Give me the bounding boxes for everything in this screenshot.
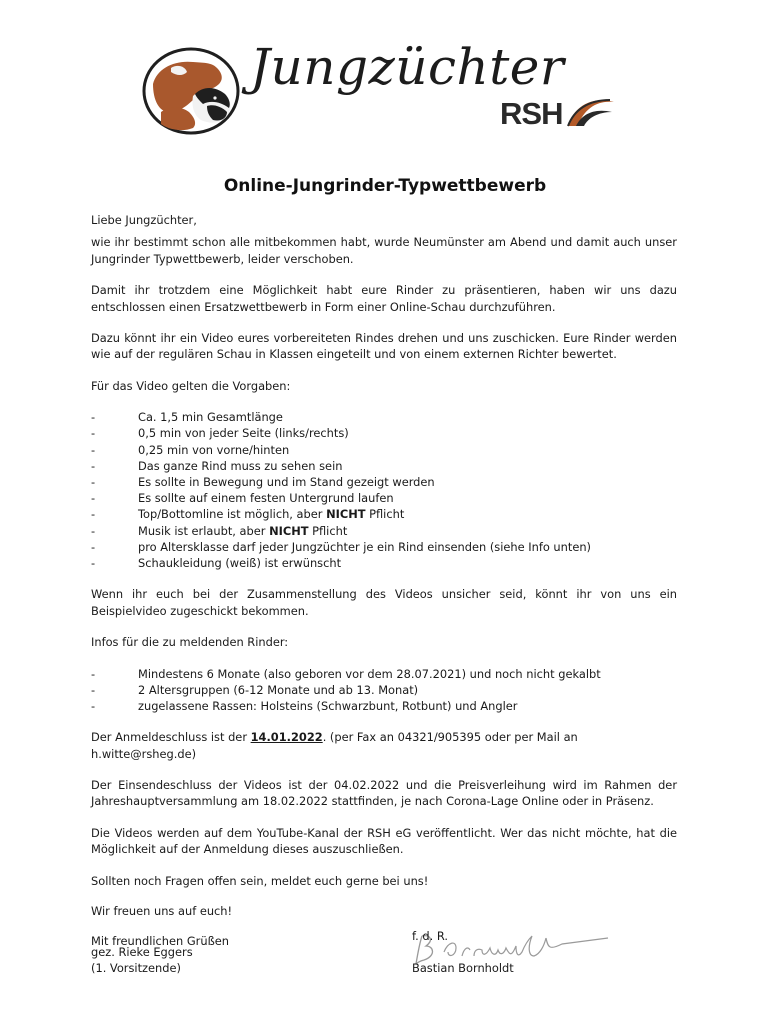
paragraph-youtube: Die Videos werden auf dem YouTube-Kanal der RSH eG veröffentlicht. Wer das nicht möchte, hat die Möglichkeit auf der Anmeldung dieses auszuschließen. xyxy=(91,825,677,857)
list-item: - Ca. 1,5 min Gesamtlänge xyxy=(91,410,283,425)
list-item: - 0,5 min von jeder Seite (links/rechts) xyxy=(91,426,349,441)
list-item: - Schaukleidung (weiß) ist erwünscht xyxy=(91,556,342,571)
list-item: - 2 Altersgruppen (6-12 Monate und ab 13. Monat) xyxy=(91,682,419,697)
list-item: - Top/Bottomline ist möglich, aber NICHT Pflicht xyxy=(91,507,405,522)
paragraph-questions: Sollten noch Fragen offen sein, meldet euch gerne bei uns! xyxy=(91,873,429,888)
logo-rsh-text: RSH xyxy=(500,96,563,131)
cattle-info-list xyxy=(91,666,677,715)
list-item: - 0,25 min von vorne/hinten xyxy=(91,442,290,457)
paragraph-example-video: Wenn ihr euch bei der Zusammenstellung des Videos unsicher seid, könnt ihr von uns ein Beispielvideo zugeschickt bekommen. xyxy=(91,587,677,618)
signer-role: (1. Vorsitzende) xyxy=(91,961,181,975)
paragraph-closing: Wir freuen uns auf euch! xyxy=(91,903,233,918)
paragraph-registration: Der Anmeldeschluss ist der 14.01.2022. (per Fax an 04321/905395 oder per Mail an h.witte@rsheg.de) xyxy=(91,730,578,761)
list-item: - Es sollte in Bewegung und im Stand gezeigt werden xyxy=(91,475,435,490)
paragraph-regards: Mit freundlichen Grüßen xyxy=(91,934,229,949)
signature-right xyxy=(412,928,514,976)
cattle-emblem-icon xyxy=(141,46,241,136)
paragraph-alternative: Damit ihr trotzdem eine Möglichkeit habt eure Rinder zu präsentieren, haben wir uns dazu entschlossen einen Ersatzwettbewerb in Form einer Online-Schau durchzuführen. xyxy=(91,283,677,314)
signer-fdr: f. d. R. xyxy=(412,929,449,943)
paragraph-info-heading: Infos für die zu meldenden Rinder: xyxy=(91,635,289,650)
list-item: - pro Altersklasse darf jeder Jungzüchter je ein Rind einsenden (siehe Info unten) xyxy=(91,539,592,554)
paragraph-video: Dazu könnt ihr ein Video eures vorbereiteten Rindes drehen und uns zuschicken. Eure Rinder werden wie auf der regulären Schau in Klassen eingeteilt und von einem externen Richter bewertet. xyxy=(91,331,677,362)
letter-body xyxy=(91,212,677,950)
logo-wordmark: Jungzüchter xyxy=(250,38,565,96)
paragraph-deadline: Der Einsendeschluss der Videos ist der 04.02.2022 und die Preisverleihung wird im Rahmen der Jahreshauptversammlung am 18.02.2022 stattfinden, je nach Corona-Lage Online oder in Präsenz. xyxy=(91,777,677,809)
list-item: - Es sollte auf einem festen Untergrund laufen xyxy=(91,491,394,506)
list-item: - zugelassene Rassen: Holsteins (Schwarzbunt, Rotbunt) und Angler xyxy=(91,698,518,713)
video-rules-list xyxy=(91,409,677,571)
paragraph-rules-heading: Für das Video gelten die Vorgaben: xyxy=(91,378,291,393)
greeting: Liebe Jungzüchter, xyxy=(91,213,197,227)
signer-name: gez. Rieke Eggers xyxy=(91,945,193,959)
signer-name-right: Bastian Bornholdt xyxy=(412,961,514,975)
page-title: Online-Jungrinder-Typwettbewerb xyxy=(223,176,547,196)
list-item: - Mindestens 6 Monate (also geboren vor dem 28.07.2021) und noch nicht gekalbt xyxy=(91,666,601,681)
list-item: - Das ganze Rind muss zu sehen sein xyxy=(91,458,343,473)
paragraph-intro: wie ihr bestimmt schon alle mitbekommen habt, wurde Neumünster am Abend und damit auch unser Jungrinder Typwettbewerb, leider verschoben. xyxy=(91,235,677,266)
signature-left xyxy=(91,944,193,976)
registration-deadline: 14.01.2022 xyxy=(250,730,323,745)
rsh-swoosh-icon xyxy=(566,92,616,128)
list-item: - Musik ist erlaubt, aber NICHT Pflicht xyxy=(91,523,348,538)
